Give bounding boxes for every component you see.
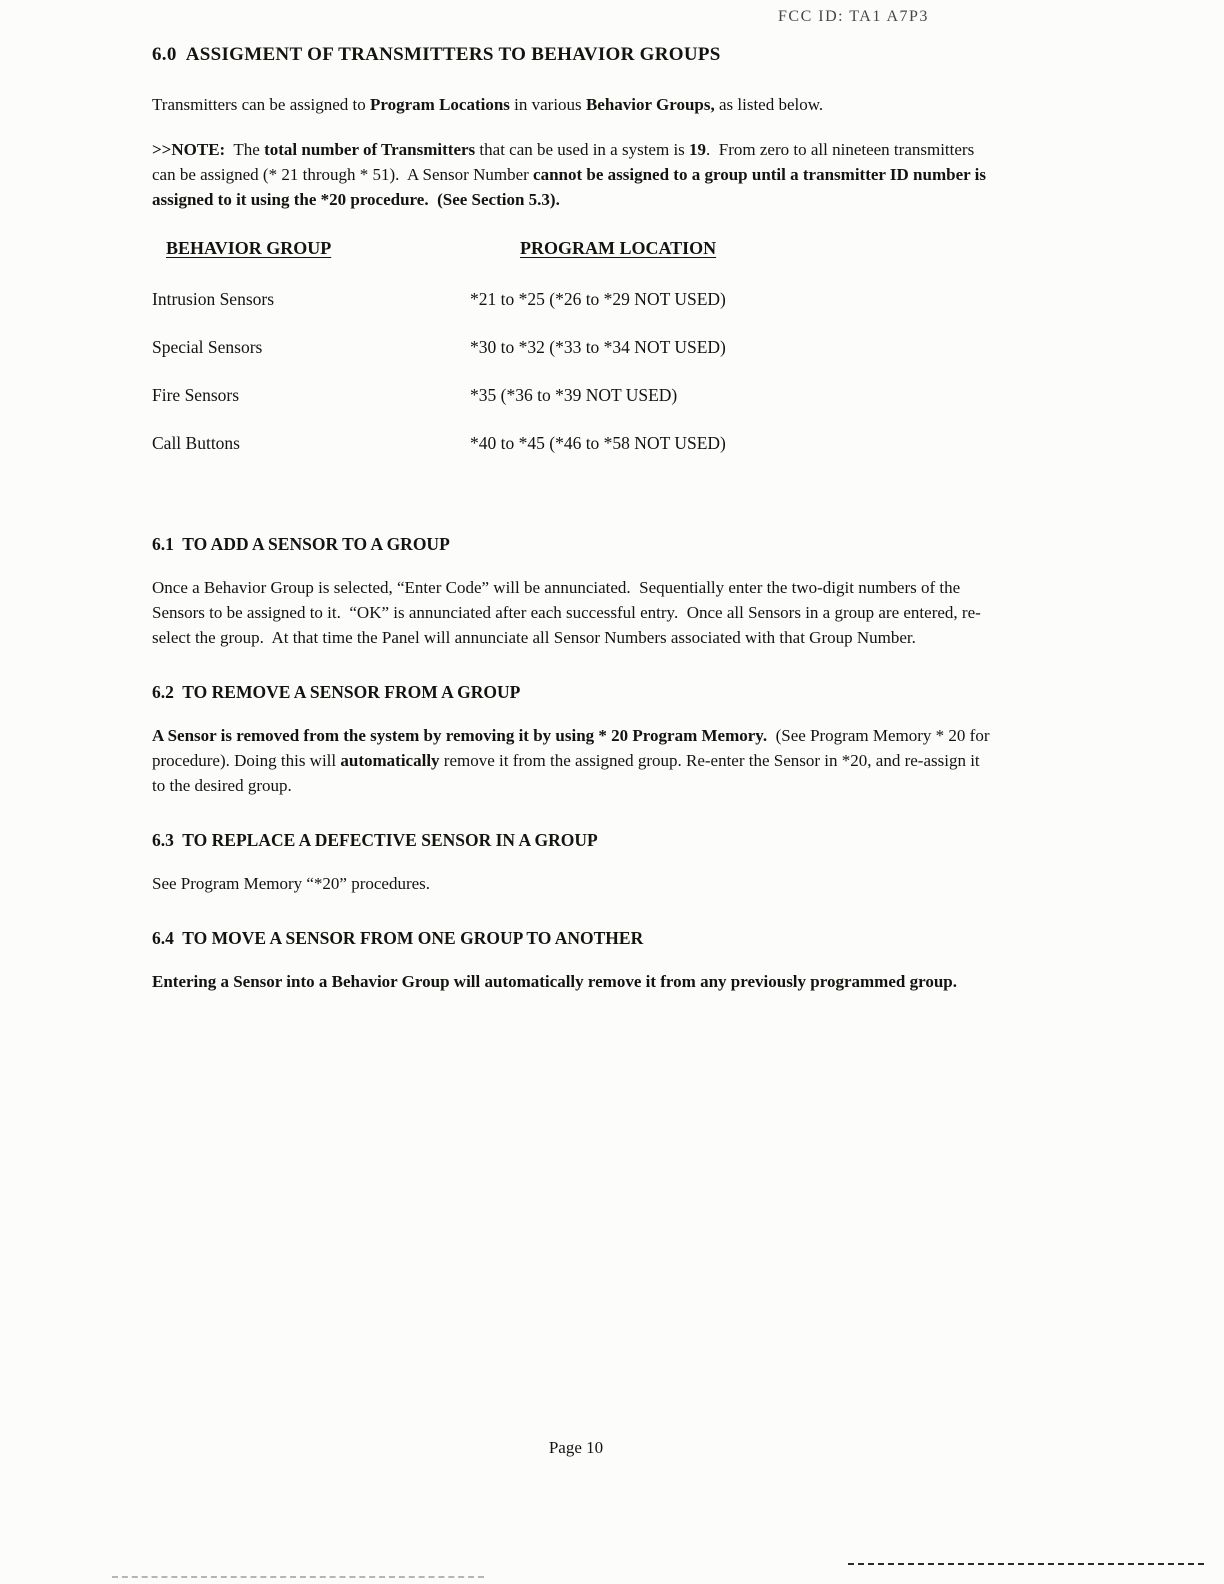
section-6-1-paragraph: Once a Behavior Group is selected, “Enter Code” will be annunciated. Sequentially enter the two-digit numbers of the Sensors to be assigned to it. “OK” is annunciated after each successful entry. Once all Sensors in a group are entered, re-select the group. At that time the Panel will annunciate all Sensor Numbers associated with that Group Number. <box>152 578 981 647</box>
scan-artifact-line-left <box>112 1576 484 1578</box>
section-6-4-paragraph: Entering a Sensor into a Behavior Group will automatically remove it from any previously programmed group. <box>152 972 957 991</box>
table-row <box>152 289 992 310</box>
page-number: Page 10 <box>548 1438 604 1457</box>
behavior-group-cell: Fire Sensors <box>152 385 240 405</box>
program-location-cell: *30 to *32 (*33 to *34 NOT USED) <box>470 337 726 357</box>
section-6-1-title: 6.1 TO ADD A SENSOR TO A GROUP <box>152 534 450 554</box>
section-6-2-paragraph: A Sensor is removed from the system by removing it by using * 20 Program Memory. (See Program Memory * 20 for procedure). Doing this will automatically remove it from the assigned group. Re-enter the Sensor in *20, and re-assign it to the desired group. <box>152 726 994 795</box>
behavior-group-column-header: BEHAVIOR GROUP <box>166 238 332 258</box>
program-location-cell: *35 (*36 to *39 NOT USED) <box>470 385 678 405</box>
section-6-3-paragraph: See Program Memory “*20” procedures. <box>152 874 431 893</box>
table-row <box>152 433 992 454</box>
behavior-group-table <box>152 238 992 454</box>
program-location-cell: *40 to *45 (*46 to *58 NOT USED) <box>470 433 726 453</box>
intro-paragraph: Transmitters can be assigned to Program Locations in various Behavior Groups, as listed below. <box>152 95 824 114</box>
section-6-0-title: 6.0 ASSIGMENT OF TRANSMITTERS TO BEHAVIOR GROUPS <box>152 44 721 65</box>
table-header-row <box>152 238 992 259</box>
page-content <box>152 44 992 1014</box>
note-paragraph: >>NOTE: The total number of Transmitters that can be used in a system is 19. From zero to all nineteen transmitters can be assigned (* 21 through * 51). A Sensor Number cannot be assigned to a group until a transmitter ID number is assigned to it using the *20 procedure. (See Section 5.3). <box>152 140 991 209</box>
program-location-header-cell <box>470 238 716 259</box>
program-location-column-header: PROGRAM LOCATION <box>520 238 717 258</box>
table-row <box>152 337 992 358</box>
program-location-cell: *21 to *25 (*26 to *29 NOT USED) <box>470 289 726 309</box>
section-6-2-title: 6.2 TO REMOVE A SENSOR FROM A GROUP <box>152 682 521 702</box>
behavior-group-header-cell <box>152 238 470 259</box>
scan-artifact-line-right <box>848 1563 1204 1565</box>
fcc-id-header: FCC ID: TA1 A7P3 <box>778 8 929 25</box>
behavior-group-cell: Intrusion Sensors <box>152 289 275 309</box>
behavior-group-cell: Call Buttons <box>152 433 240 453</box>
section-6-4-title: 6.4 TO MOVE A SENSOR FROM ONE GROUP TO ANOTHER <box>152 928 644 948</box>
section-6-3-title: 6.3 TO REPLACE A DEFECTIVE SENSOR IN A GROUP <box>152 830 598 850</box>
behavior-group-cell: Special Sensors <box>152 337 263 357</box>
table-row <box>152 385 992 406</box>
